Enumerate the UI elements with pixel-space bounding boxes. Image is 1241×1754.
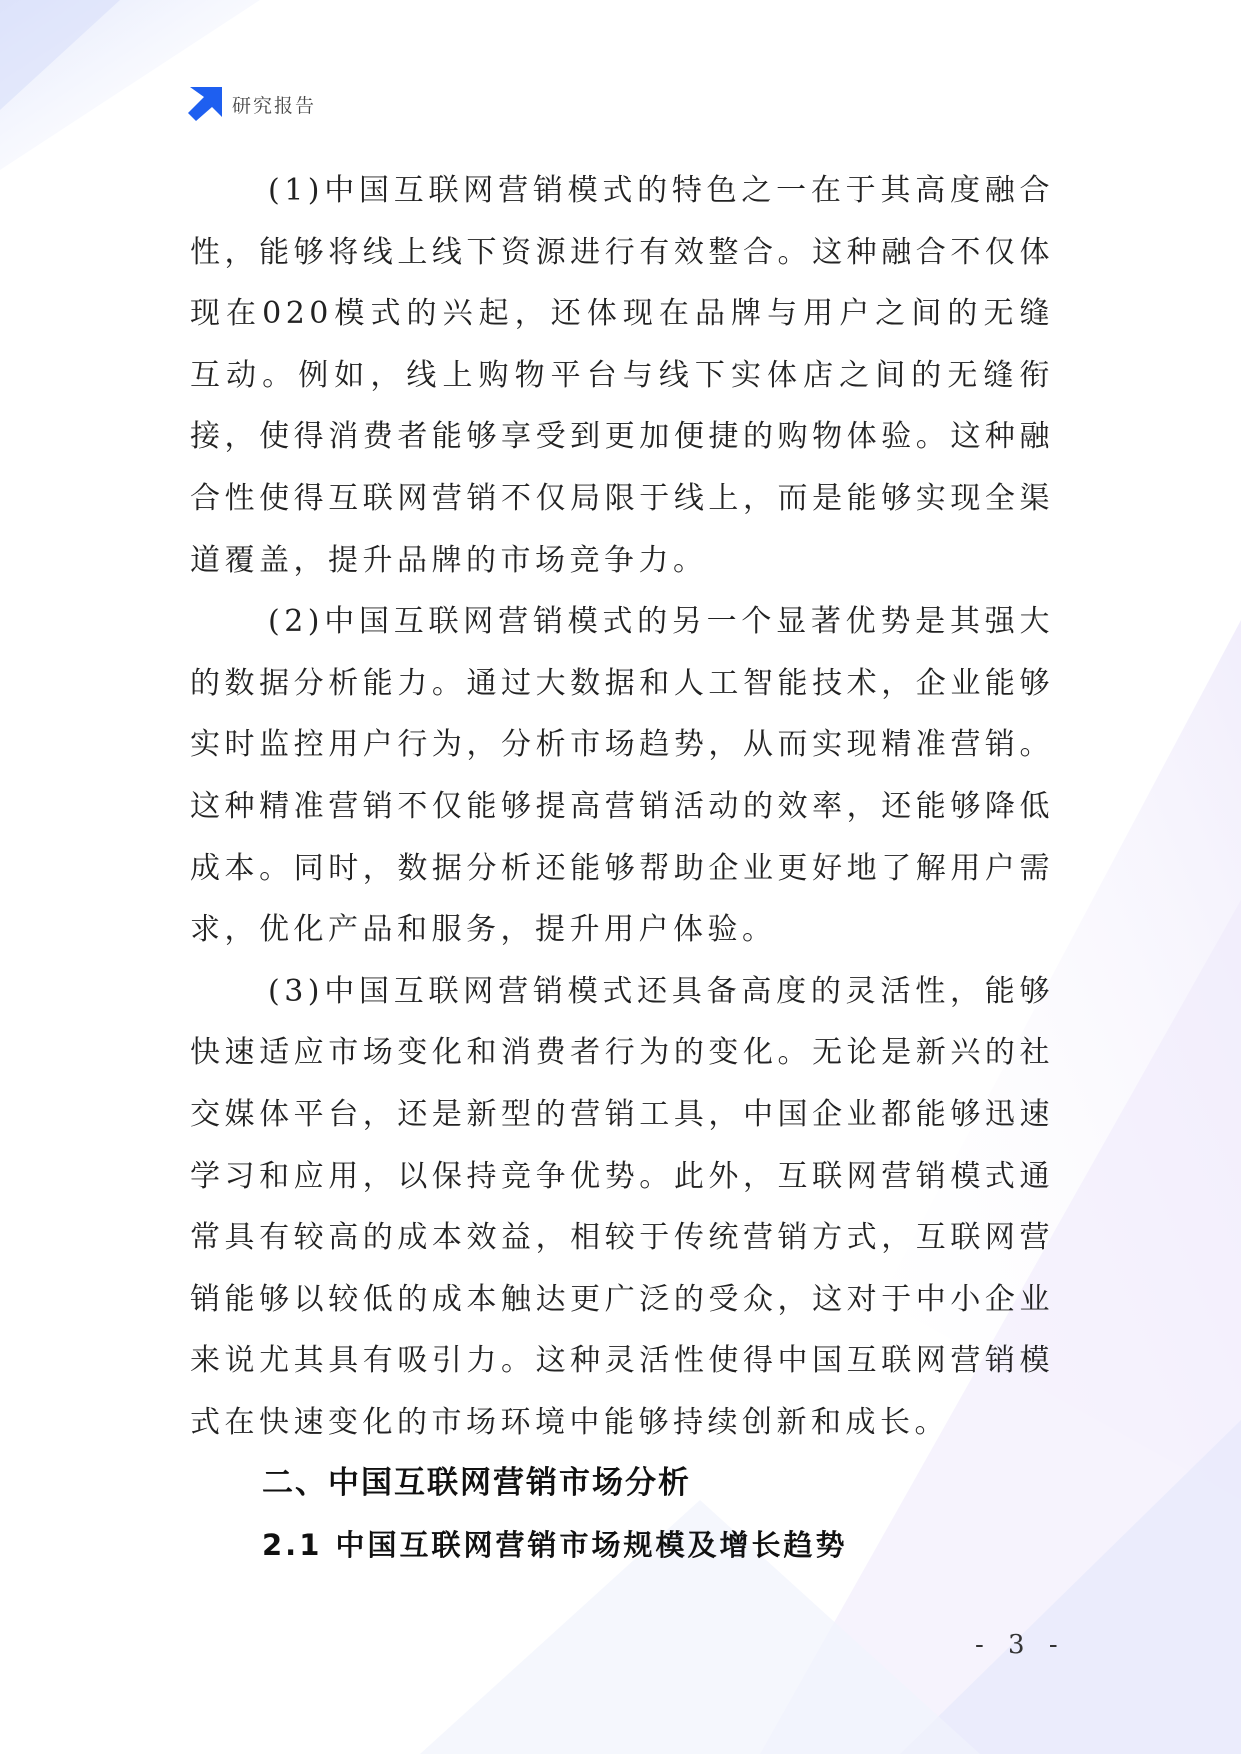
paragraph-1: (1)中国互联网营销模式的特色之一在于其高度融合性，能够将线上线下资源进行有效整合。这种融合不仅体现在020模式的兴起，还体现在品牌与用户之间的无缝互动。例如，线上购物平台与线下实体店之间的无缝衔接，使得消费者能够享受到更加便捷的购物体验。这种融合性使得互联网营销不仅局限于线上，而是能够实现全渠道覆盖，提升品牌的市场竞争力。 — [190, 173, 1054, 578]
page-number: - 3 - — [975, 1630, 1066, 1660]
paragraph-3: (3)中国互联网营销模式还具备高度的灵活性，能够快速适应市场变化和消费者行为的变化。无论是新兴的社交媒体平台，还是新型的营销工具，中国企业都能够迅速学习和应用，以保持竞争优势。此外，互联网营销模式通常具有较高的成本效益，相较于传统营销方式，互联网营销能够以较低的成本触达更广泛的受众，这对于中小企业来说尤其具有吸引力。这种灵活性使得中国互联网营销模式在快速变化的市场环境中能够持续创新和成长。 — [190, 973, 1054, 1440]
header-title: 研究报告 — [232, 94, 317, 117]
subsection-heading: 2.1 中国互联网营销市场规模及增长趋势 — [262, 1528, 848, 1563]
arrow-logo-icon — [188, 87, 222, 121]
document-body — [190, 160, 1054, 1577]
paragraph-2: (2)中国互联网营销模式的另一个显著优势是其强大的数据分析能力。通过大数据和人工智能技术，企业能够实时监控用户行为，分析市场趋势，从而实现精准营销。这种精准营销不仅能够提高营销活动的效率，还能够降低成本。同时，数据分析还能够帮助企业更好地了解用户需求，优化产品和服务，提升用户体验。 — [190, 604, 1054, 948]
section-heading: 二、中国互联网营销市场分析 — [262, 1465, 691, 1502]
report-header — [188, 86, 316, 122]
